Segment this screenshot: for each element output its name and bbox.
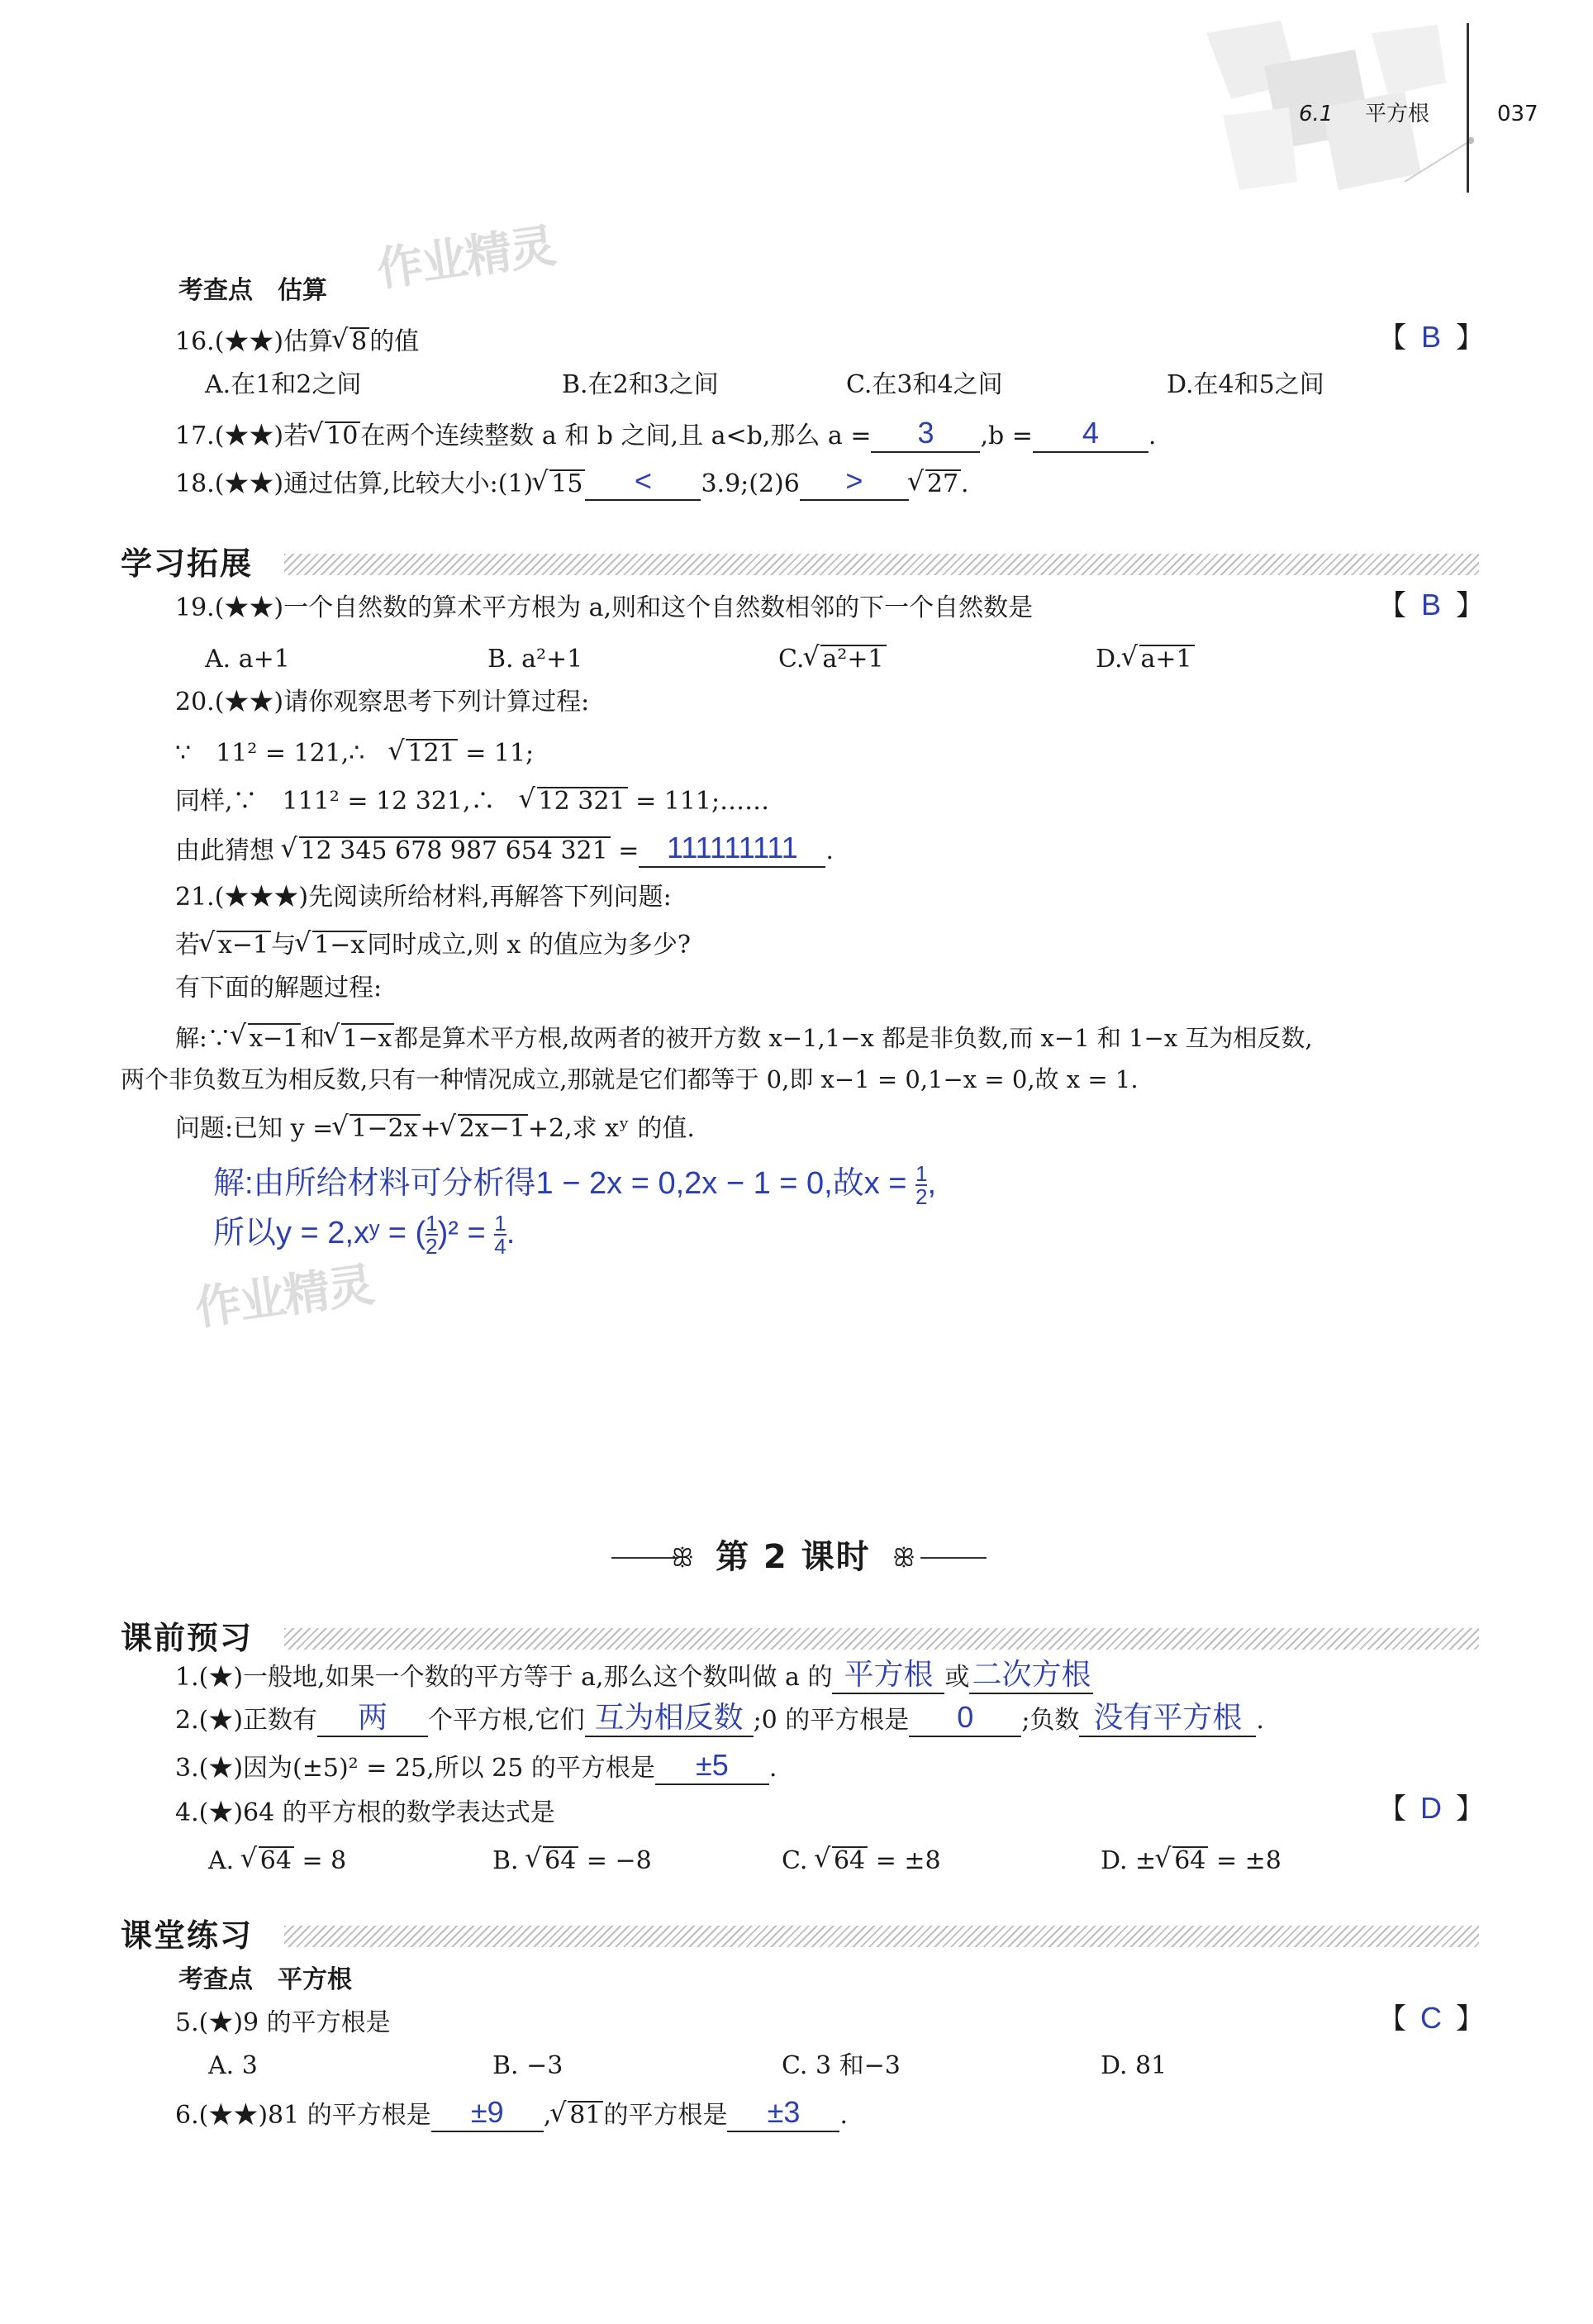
kaocha-label: 考查点 估算 [178, 276, 327, 305]
section-title-yuxi: 课前预习 [121, 1620, 254, 1656]
section-title-lianxi: 课堂练习 [121, 1917, 254, 1954]
q16-option-a: A.在1和2之间 [205, 370, 362, 399]
q16-answer-bracket: 【 B 】 [1378, 320, 1484, 355]
q20-line-1: ∵ 11² = 121,∴ √ 121 = 11; [175, 737, 534, 770]
lesson-title: 第 2 课时 [716, 1538, 871, 1576]
q18-stem: 18.(★★)通过估算,比较大小:(1)√ 15 < 3.9;(2)6 > √ 27 . [175, 468, 969, 501]
header-decoration [1190, 17, 1487, 207]
yuxi-q2: 2.(★)正数有 两 个平方根,它们 互为相反数 ;0 的平方根是 0 ;负数 没有平方根 . [175, 1704, 1264, 1737]
lianxi-q6-answer-2: ±3 [767, 2095, 801, 2129]
ornament-right-icon: ꕥ [892, 1544, 915, 1573]
lianxi-q6-answer-1: ±9 [470, 2095, 504, 2129]
q16-option-d: D.在4和5之间 [1167, 370, 1324, 399]
q19-option-d: D.√ a+1 [1096, 643, 1195, 676]
yuxi-q4-option-a: A. √ 64 = 8 [208, 1845, 346, 1878]
section-divider [284, 554, 1479, 575]
q19-option-a: A. a+1 [205, 645, 290, 674]
lesson-divider-right [920, 1557, 987, 1559]
lesson-divider-left [611, 1557, 678, 1559]
yuxi-q2-answer-1: 两 [358, 1700, 388, 1734]
q16-option-b: B.在2和3之间 [562, 370, 719, 399]
watermark: 作业精灵 [192, 1258, 377, 1336]
q20-line-3: 由此猜想 √ 12 345 678 987 654 321 = 111111111 . [175, 835, 834, 868]
q21-solution-line-2: 所以y = 2,xʸ = ( $\frac{1}{2}$ )² = $\frac{1}{4}$ . [213, 1210, 516, 1259]
q19-answer-bracket: 【 B 】 [1378, 588, 1484, 622]
q20-answer: 111111111 [666, 831, 798, 864]
lianxi-q5-option-a: A. 3 [208, 2051, 258, 2080]
q21-line-2: 有下面的解题过程: [175, 974, 383, 1002]
q19-stem: 19.(★★)一个自然数的算术平方根为 a,则和这个自然数相邻的下一个自然数是 [175, 593, 1034, 622]
lianxi-q5-answer-bracket: 【 C 】 [1378, 2001, 1484, 2036]
lianxi-q6: 6.(★★)81 的平方根是 ±9 ,√ 81 的平方根是 ±3 . [175, 2099, 848, 2132]
q21-stem: 21.(★★★)先阅读所给材料,再解答下列问题: [175, 883, 672, 912]
q19-answer: B [1420, 588, 1441, 621]
lianxi-q5-option-c: C. 3 和−3 [782, 2051, 901, 2080]
yuxi-q4-option-b: B. √ 64 = −8 [492, 1845, 652, 1878]
lianxi-q5-answer: C [1420, 2001, 1442, 2035]
yuxi-q3-answer: ±5 [695, 1748, 729, 1782]
q18-answer-1: < [634, 464, 652, 498]
yuxi-q3: 3.(★)因为(±5)² = 25,所以 25 的平方根是 ±5 . [175, 1752, 777, 1785]
q21-solution-line-1: 解:由所给材料可分析得1 − 2x = 0,2x − 1 = 0,故x = $\frac{1}{2}$ , [213, 1160, 937, 1209]
q16-option-c: C.在3和4之间 [846, 370, 1003, 399]
q21-line-1: 若√ x−1 与√ 1−x 同时成立,则 x 的值应为多少? [175, 929, 691, 962]
page-number: 037 [1497, 102, 1538, 126]
q21-line-4: 两个非负数互为相反数,只有一种情况成立,那就是它们都等于 0,即 x−1 = 0,1−x = 0,故 x = 1. [121, 1065, 1139, 1093]
section-divider [284, 1926, 1479, 1947]
yuxi-q4-answer: D [1420, 1791, 1442, 1825]
watermark: 作业精灵 [373, 219, 559, 298]
yuxi-q1-answer-1: 平方根 [844, 1657, 934, 1691]
yuxi-q4-stem: 4.(★)64 的平方根的数学表达式是 [175, 1798, 555, 1827]
header-title: 平方根 [1365, 102, 1430, 126]
yuxi-q2-answer-4: 没有平方根 [1093, 1700, 1243, 1734]
q16-answer: B [1420, 320, 1441, 354]
yuxi-q4-answer-bracket: 【 D 】 [1378, 1791, 1484, 1826]
q21-problem: 问题:已知 y =√ 1−2x +√ 2x−1 +2,求 xʸ 的值. [175, 1112, 695, 1145]
ornament-left-icon: ꕥ [671, 1544, 694, 1573]
lianxi-q5-stem: 5.(★)9 的平方根是 [175, 2008, 391, 2037]
q19-option-c: C.√ a²+1 [778, 643, 887, 676]
section-title-tuozhan: 学习拓展 [121, 545, 254, 582]
q20-line-2: 同样,∵ 111² = 12 321,∴ √ 12 321 = 111;…… [175, 785, 769, 818]
yuxi-q1-answer-2: 二次方根 [972, 1657, 1091, 1691]
q17-answer-a: 3 [917, 416, 934, 450]
yuxi-q2-answer-3: 0 [957, 1700, 974, 1734]
q17-stem: 17.(★★)若√ 10 在两个连续整数 a 和 b 之间,且 a<b,那么 a = 3 ,b = 4 . [175, 420, 1156, 453]
q16-stem: 16.(★★)估算√ 8 的值 [175, 326, 419, 359]
header-section: 6.1 [1299, 102, 1334, 126]
yuxi-q4-option-c: C. √ 64 = ±8 [782, 1845, 941, 1878]
q20-stem: 20.(★★)请你观察思考下列计算过程: [175, 688, 590, 717]
q21-line-3: 解:∵√ x−1 和√ 1−x 都是算术平方根,故两者的被开方数 x−1,1−x 都是非负数,而 x−1 和 1−x 互为相反数, [175, 1022, 1313, 1055]
lianxi-q5-option-d: D. 81 [1101, 2051, 1167, 2080]
yuxi-q1: 1.(★)一般地,如果一个数的平方等于 a,那么这个数叫做 a 的 平方根 或 二次方根 [175, 1661, 1093, 1694]
section-divider [284, 1628, 1479, 1650]
q18-answer-2: > [845, 464, 863, 498]
yuxi-q2-answer-2: 互为相反数 [594, 1700, 744, 1734]
header-divider [1467, 23, 1469, 193]
yuxi-q4-option-d: D. ±√ 64 = ±8 [1101, 1845, 1282, 1878]
lianxi-q5-option-b: B. −3 [492, 2051, 563, 2080]
q19-option-b: B. a²+1 [487, 645, 583, 674]
q17-answer-b: 4 [1082, 416, 1099, 450]
kaocha-label: 考查点 平方根 [178, 1965, 352, 1994]
